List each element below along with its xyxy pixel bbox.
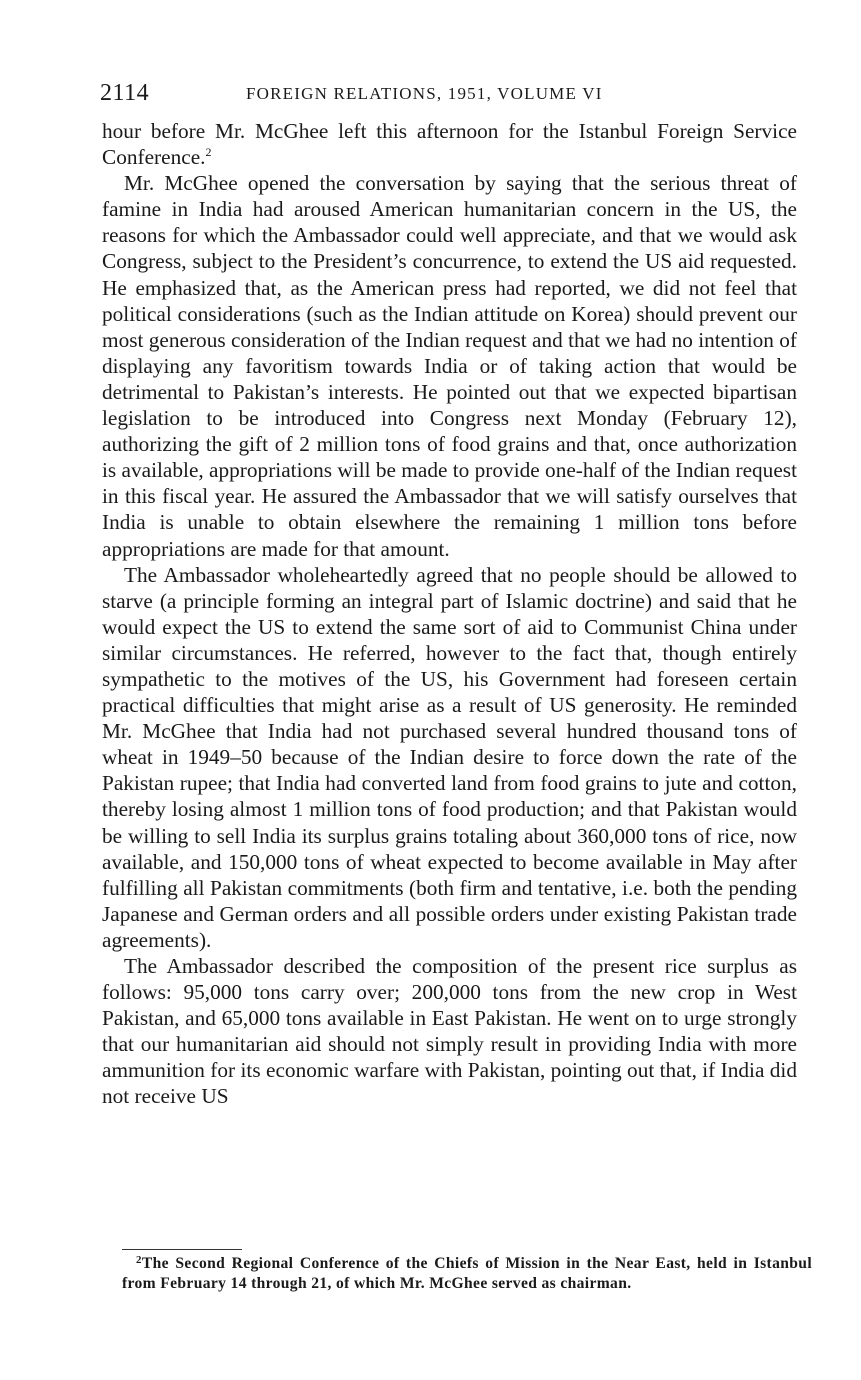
footnote-divider — [122, 1249, 242, 1250]
body-text — [102, 118, 797, 1110]
running-title: FOREIGN RELATIONS, 1951, VOLUME VI — [246, 84, 603, 103]
page-header — [100, 80, 800, 110]
footnote-text: The Second Regional Conference of the Chiefs of Mission in the Near East, held in Istanbul from February 14 through 21, of which Mr. McGhee served as chairman. — [122, 1255, 812, 1292]
paragraph-1 — [102, 118, 797, 170]
paragraph-4: The Ambassador described the composition of the present rice surplus as follows: 95,000 tons carry over; 200,000 tons from the new crop in West Pakistan, and 65,000 tons available in East Pakistan. He went on to urge strongly that our humanitarian aid should not simply result in providing India with more ammunition for its economic warfare with Pakistan, pointing out that, if India did not receive US — [102, 954, 797, 1109]
paragraph-3: The Ambassador wholeheartedly agreed that no people should be allowed to starve (a principle forming an integral part of Islamic doctrine) and said that he would expect the US to extend the same sort of aid to Communist China under similar circumstances. He referred, however to the fact that, though entirely sympathetic to the motives of the US, his Government had foreseen certain practical difficulties that might arise as a result of US generosity. He reminded Mr. McGhee that India had not purchased several hundred thousand tons of wheat in 1949–50 because of the Indian desire to force down the rate of the Pakistan rupee; that India had converted land from food grains to jute and cotton, thereby losing almost 1 million tons of food production; and that Pakistan would be willing to sell India its surplus grains totaling about 360,000 tons of rice, now available, and 150,000 tons of wheat expected to become available in May after fulfilling all Pakistan commitments (both firm and tentative, i.e. both the pending Japanese and German orders and all possible orders under existing Pakistan trade agreements). — [102, 562, 797, 952]
footnote-marker: 2 — [136, 1254, 142, 1266]
paragraph-2: Mr. McGhee opened the conversation by saying that the serious threat of famine in India had aroused American humanitarian concern in the US, the reasons for which the Ambassador could well appreciate, and that we would ask Congress, subject to the President’s concurrence, to extend the US aid requested. He emphasized that, as the American press had reported, we did not feel that political considerations (such as the Indian attitude on Korea) should prevent our most generous consideration of the Indian request and that we had no intention of displaying any favoritism towards India or of taking action that would be detrimental to Pakistan’s interests. He pointed out that we expected bipartisan legislation to be introduced into Congress next Monday (February 12), authorizing the gift of 2 million tons of food grains and that, once authorization is available, appropriations will be made to provide one-half of the Indian request in this fiscal year. He assured the Ambassador that we will satisfy ourselves that India is unable to obtain elsewhere the remaining 1 million tons before appropriations are made for that amount. — [102, 171, 797, 561]
page-number: 2114 — [100, 80, 150, 106]
footnote-reference: 2 — [205, 145, 212, 160]
footnote — [122, 1254, 812, 1293]
paragraph-1-text: hour before Mr. McGhee left this afternoon for the Istanbul Foreign Service Conference. — [102, 119, 797, 170]
